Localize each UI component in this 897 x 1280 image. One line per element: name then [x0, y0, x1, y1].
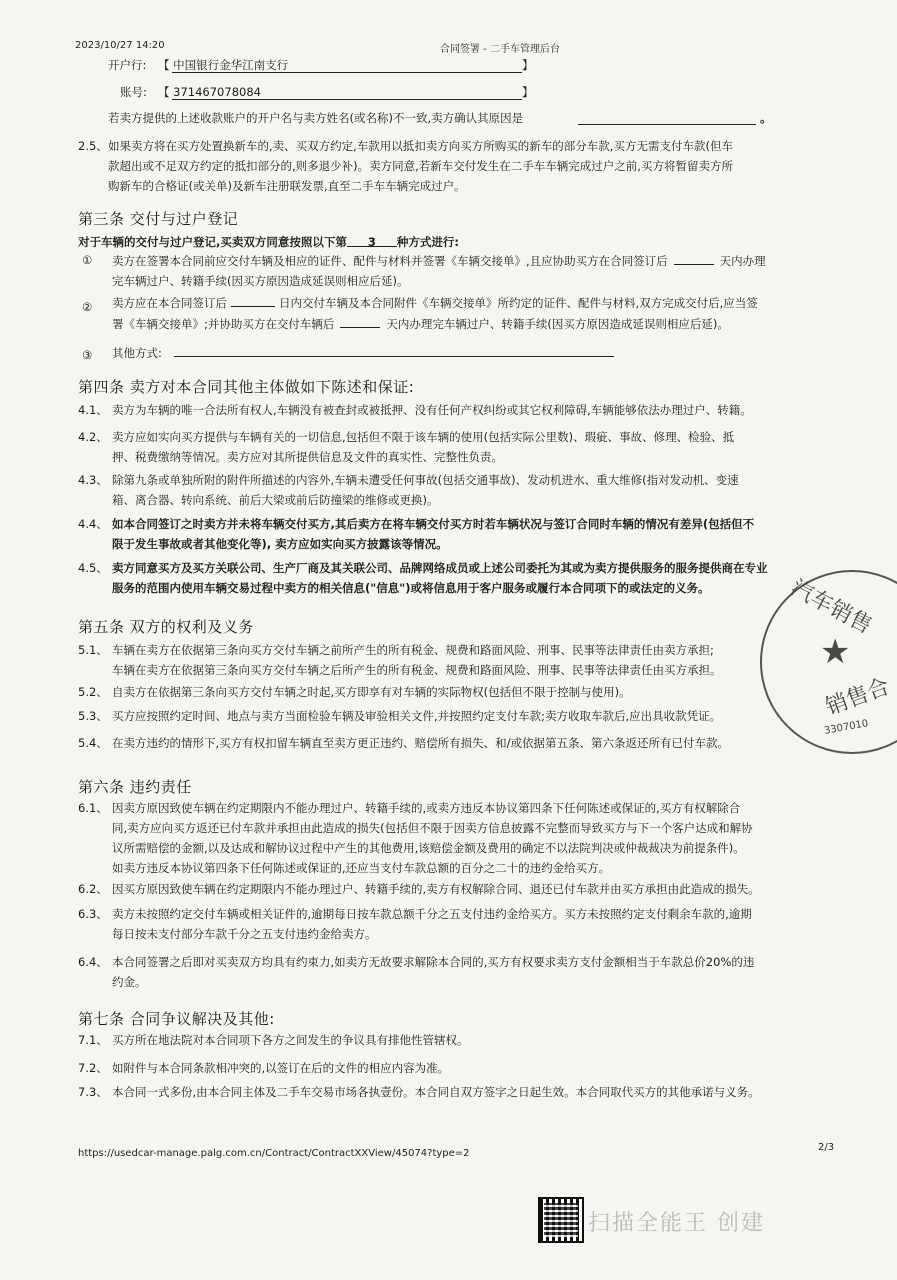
clause-number: 2.5、 [78, 139, 108, 153]
clause-number: 6.1、 [78, 801, 108, 815]
clause-number: 4.2、 [78, 430, 108, 444]
clause-line: 每日按未支付部分车款千分之五支付违约金给卖方。 [112, 927, 377, 941]
clause-line: 本合同一式多份,由本合同主体及二手车交易市场各执壹份。本合同自双方签字之日起生效。本合同取代买方的其他承诺与义务。 [112, 1085, 760, 1099]
clause-line: 买方应按照约定时间、地点与卖方当面检验车辆及审验相关文件,并按照约定支付车款;卖方收取车款后,应出具收款凭证。 [112, 709, 722, 723]
bank-close-bracket: 】 [522, 58, 534, 72]
clause-number: 7.3、 [78, 1085, 108, 1099]
opt1-b: 天内办理 [719, 254, 766, 268]
clause-line: 押、税费缴纳等情况。卖方应对其所提供信息及文件的真实性、完整性负责。 [112, 450, 503, 464]
section-4-title: 第四条 卖方对本合同其他主体做如下陈述和保证: [78, 378, 415, 396]
account-no-value: 【 371467078084 [158, 85, 261, 99]
clause-line: 在卖方违约的情形下,买方有权扣留车辆直至卖方更正违约、赔偿所有损失、和/或依据第五条、第六条返还所有已付车款。 [112, 736, 730, 750]
clause-line: 如本合同签订之时卖方并未将车辆交付买方,其后卖方在将车辆交付买方时若车辆状况与签订合同时车辆的情况有差异(包括但不 [112, 517, 755, 531]
opt2-a: 卖方应在本合同签订后 [112, 296, 227, 310]
opt1-c: 完车辆过户、转籍手续(因买方原因造成延误则相应后延)。 [112, 274, 409, 288]
scanner-watermark: 扫描全能王 创建 [588, 1211, 765, 1236]
opt2-d: 天内办理完车辆过户、转籍手续(因买方原因造成延误则相应后延)。 [386, 317, 729, 331]
clause-text [112, 514, 832, 554]
clause-text [112, 558, 832, 598]
seal-text-b: 销售合 [822, 674, 893, 721]
bank-value: 【 中国银行金华江南支行 [158, 58, 289, 72]
account-close-bracket: 】 [522, 85, 534, 99]
print-title: 合同签署 - 二手车管理后台 [440, 44, 560, 55]
clause-text [112, 798, 832, 878]
option-3-mark: ③ [82, 348, 93, 362]
clause-text [112, 706, 832, 726]
clause-line: 卖方应如实向买方提供与车辆有关的一切信息,包括但不限于该车辆的使用(包括实际公里数)、瑕疵、事故、修理、检验、抵 [112, 430, 735, 444]
opt2-blank-2 [340, 313, 380, 328]
clause-text [112, 400, 832, 420]
clause-line: 自卖方在依据第三条向买方交付车辆之时起,买方即享有对车辆的实际物权(包括但不限于控制与使用)。 [112, 685, 631, 699]
clause-line: 箱、离合器、转向系统、前后大梁或前后防撞梁的维修或更换)。 [112, 493, 439, 507]
option-3-underline [174, 356, 614, 357]
clause-number: 4.3、 [78, 473, 108, 487]
clause-text [112, 470, 832, 510]
page-number: 2/3 [818, 1142, 835, 1153]
clause-text [112, 952, 832, 992]
clause-line: 购新车的合格证(或关单)及新车注册联发票,直至二手车车辆完成过户。 [108, 179, 466, 193]
seal-star-icon: ★ [820, 632, 851, 672]
opt2-c: 署《车辆交接单》;并协助买方在交付车辆后 [112, 317, 335, 331]
clause-number: 4.5、 [78, 561, 108, 575]
bank-label: 开户行: [108, 58, 147, 72]
clause-line: 买方所在地法院对本合同项下各方之间发生的争议具有排他性管辖权。 [112, 1033, 469, 1047]
print-datetime: 2023/10/27 14:20 [75, 40, 165, 51]
opt2-blank-1 [231, 292, 275, 307]
seal-text-a: 汽车销售 [786, 575, 876, 639]
clause-line: 限于发生事故或者其他变化等), 卖方应如实向买方披露该等情况。 [112, 537, 448, 551]
intro-num: 3 [347, 232, 397, 247]
clause-line: 如附件与本合同条款相冲突的,以签订在后的文件的相应内容为准。 [112, 1061, 450, 1075]
clause-line: 本合同签署之后即对买卖双方均具有约束力,如卖方无故要求解除本合同的,买方有权要求卖方支付金额相当于车款总价20%的违 [112, 955, 755, 969]
option-3-label: 其他方式: [112, 346, 162, 360]
clause-text [112, 879, 832, 899]
opt1-blank [674, 250, 714, 265]
section-3-intro [78, 232, 459, 252]
clause-line: 因卖方原因致使车辆在约定期限内不能办理过户、转籍手续的,或卖方违反本协议第四条下任何陈述或保证的,买方有权解除合 [112, 801, 741, 815]
mismatch-end: 。 [760, 111, 772, 125]
clause-number: 6.4、 [78, 955, 108, 969]
clause-line: 因买方原因致使车辆在约定期限内不能办理过户、转籍手续的,卖方有权解除合同、退还已付车款并由买方承担由此造成的损失。 [112, 882, 760, 896]
clause-number: 5.1、 [78, 643, 108, 657]
option-1-text [112, 250, 832, 291]
clause-text [112, 1082, 832, 1102]
qr-code-icon [538, 1197, 584, 1243]
option-2-text [112, 292, 832, 334]
clause-number: 5.2、 [78, 685, 108, 699]
clause-2-5-text [108, 136, 828, 196]
intro-b: 种方式进行: [396, 235, 459, 249]
account-underline [172, 99, 522, 100]
clause-text [112, 904, 832, 944]
clause-line: 卖方为车辆的唯一合法所有权人,车辆没有被查封或被抵押、没有任何产权纠纷或其它权利障碍,车辆能够依法办理过户、转籍。 [112, 403, 752, 417]
footer-url[interactable]: https://usedcar-manage.palg.com.cn/Contract/ContractXXView/45074?type=2 [78, 1148, 470, 1159]
clause-line: 如果卖方将在买方处置换新车的,卖、买双方约定,车款用以抵扣卖方向买方所购买的新车的部分车款,买方无需支付车款(但车 [108, 139, 733, 153]
section-7-title: 第七条 合同争议解决及其他: [78, 1010, 275, 1028]
clause-line: 除第九条或单独所附的附件所描述的内容外,车辆未遭受任何事故(包括交通事故)、发动机进水、重大维修(指对发动机、变速 [112, 473, 739, 487]
clause-number: 6.3、 [78, 907, 108, 921]
seal-code: 3307010 [823, 718, 870, 737]
clause-number: 7.1、 [78, 1033, 108, 1047]
opt1-a: 卖方在签署本合同前应交付车辆及相应的证件、配件与材料并签署《车辆交接单》,且应协助买方在合同签订后 [112, 254, 668, 268]
account-no-label: 账号: [120, 85, 147, 99]
mismatch-text: 若卖方提供的上述收款账户的开户名与卖方姓名(或名称)不一致,卖方确认其原因是 [108, 111, 524, 125]
clause-number: 5.3、 [78, 709, 108, 723]
clause-text [112, 640, 832, 680]
clause-line: 款超出或不足双方约定的抵扣部分的,则多退少补)。卖方同意,若新车交付发生在二手车车辆完成过户之前,买方将暂留卖方所 [108, 159, 733, 173]
intro-a: 对于车辆的交付与过户登记,买卖双方同意按照以下第 [78, 235, 347, 249]
clause-number: 4.4、 [78, 517, 108, 531]
clause-line: 卖方未按照约定交付车辆或相关证件的,逾期每日按车款总额千分之五支付违约金给买方。买方未按照约定支付剩余车款的,逾期 [112, 907, 752, 921]
clause-number: 5.4、 [78, 736, 108, 750]
clause-number: 6.2、 [78, 882, 108, 896]
bank-underline [172, 72, 522, 73]
clause-line: 车辆在卖方在依据第三条向买方交付车辆之后所产生的所有税金、规费和路面风险、刑事、民事等法律责任由买方承担。 [112, 663, 722, 677]
section-6-title: 第六条 违约责任 [78, 778, 192, 796]
clause-text [112, 682, 832, 702]
opt2-b: 日内交付车辆及本合同附件《车辆交接单》所约定的证件、配件与材料,双方完成交付后,应当签 [279, 296, 758, 310]
clause-line: 议所需赔偿的金额,以及达成和解协议过程中产生的其他费用,该赔偿金额及费用的确定不以法院判决或仲裁裁决为前提条件)。 [112, 841, 745, 855]
clause-line: 如卖方违反本协议第四条下任何陈述或保证的,还应当支付车款总额的百分之二十的违约金给买方。 [112, 861, 611, 875]
section-5-title: 第五条 双方的权利及义务 [78, 618, 254, 636]
clause-text [112, 1030, 832, 1050]
clause-line: 服务的范围内使用车辆交易过程中卖方的相关信息("信息")或将信息用于客户服务或履行本合同项下的或法定的义务。 [112, 581, 710, 595]
clause-text [112, 427, 832, 467]
option-2-mark: ② [82, 300, 93, 314]
clause-text [112, 733, 832, 753]
mismatch-underline [578, 124, 756, 125]
clause-line: 卖方同意买方及买方关联公司、生产厂商及其关联公司、品牌网络成员或上述公司委托为其或为卖方提供服务的服务提供商在专业 [112, 561, 768, 575]
clause-line: 约金。 [112, 975, 147, 989]
clause-text [112, 1058, 832, 1078]
clause-number: 4.1、 [78, 403, 108, 417]
section-3-title: 第三条 交付与过户登记 [78, 210, 239, 228]
option-1-mark: ① [82, 253, 93, 267]
clause-number: 7.2、 [78, 1061, 108, 1075]
clause-line: 同,卖方应向买方返还已付车款并承担由此造成的损失(包括但不限于因卖方信息披露不完整而导致买方与下一个客户达成和解协 [112, 821, 753, 835]
clause-line: 车辆在卖方在依据第三条向买方交付车辆之前所产生的所有税金、规费和路面风险、刑事、民事等法律责任由卖方承担; [112, 643, 714, 657]
